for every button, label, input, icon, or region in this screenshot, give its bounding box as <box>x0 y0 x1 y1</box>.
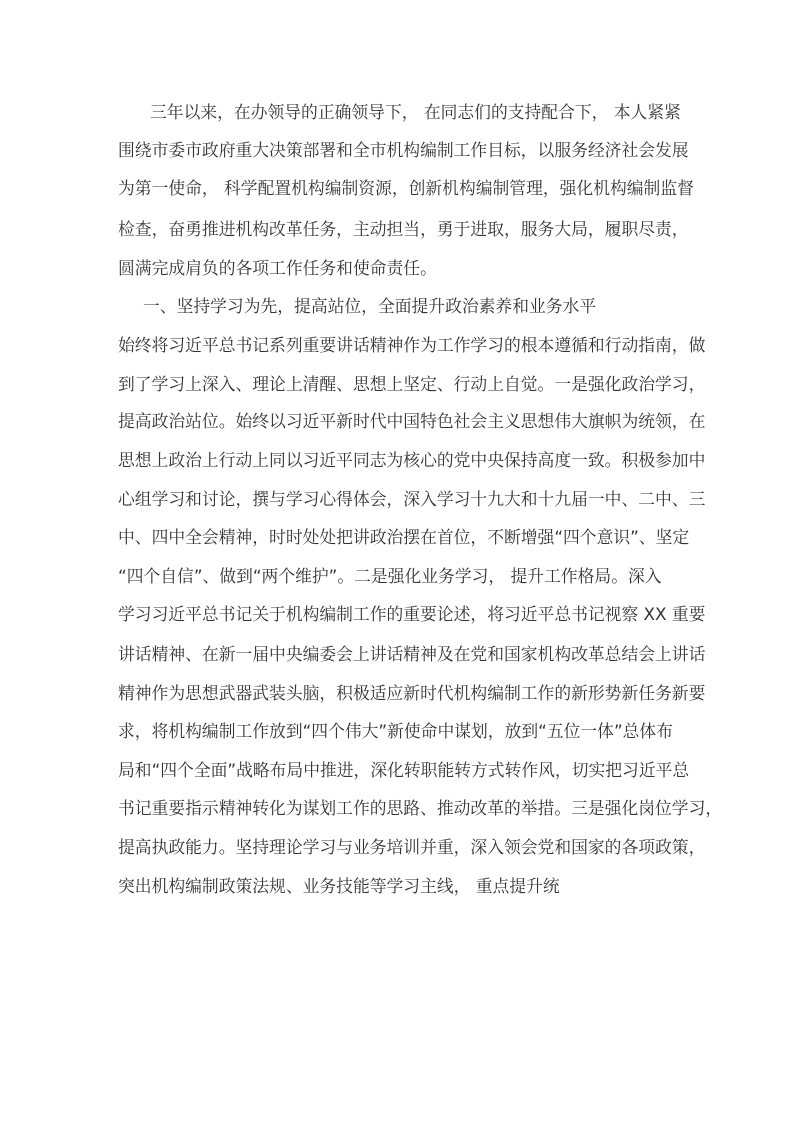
paragraph-line: 提高政治站位。始终以习近平新时代中国特色社会主义思想伟大旗帜为统领，在 <box>118 411 706 431</box>
paragraph-line: 思想上政治上行动上同以习近平同志为核心的党中央保持高度一致。积极参加中 <box>118 450 706 470</box>
paragraph-line: 提高执政能力。坚持理论学习与业务培训并重，深入领会党和国家的各项政策， <box>118 837 706 857</box>
paragraph-line: 为第一使命， 科学配置机构编制资源，创新机构编制管理，强化机构编制监督 <box>118 178 694 198</box>
paragraph-line: 始终将习近平总书记系列重要讲话精神作为工作学习的根本遵循和行动指南，做 <box>118 335 706 355</box>
paragraph-line: 书记重要指示精神转化为谋划工作的思路、推动改革的举措。三是强化岗位学习， <box>118 798 723 818</box>
paragraph-line: 三年以来，在办领导的正确领导下， 在同志们的支持配合下， 本人紧紧 <box>150 102 681 122</box>
paragraph-line: 到了学习上深入、理论上清醒、思想上坚定、行动上自觉。一是强化政治学习， <box>118 374 706 394</box>
paragraph-line: 学习习近平总书记关于机构编制工作的重要论述，将习近平总书记视察 XX 重要 <box>118 604 706 624</box>
paragraph-line: 讲话精神、在新一届中央编委会上讲话精神及在党和国家机构改革总结会上讲话 <box>118 644 706 664</box>
paragraph-line: “四个自信”、做到“两个维护”。二是强化业务学习， 提升工作格局。深入 <box>118 566 662 586</box>
paragraph-line: 突出机构编制政策法规、业务技能等学习主线， 重点提升统 <box>118 876 560 896</box>
paragraph-line: 中、四中全会精神，时时处处把讲政治摆在首位，不断增强“四个意识”、坚定 <box>118 527 690 547</box>
paragraph-line: 局和“四个全面”战略布局中推进，深化转职能转方式转作风，切实把习近平总 <box>118 760 690 780</box>
paragraph-line: 求，将机构编制工作放到“四个伟大”新使命中谋划，放到“五位一体”总体布 <box>118 721 673 741</box>
section-heading: 一、坚持学习为先，提高站位，全面提升政治素养和业务水平 <box>143 296 597 316</box>
paragraph-line: 心组学习和讨论，撰与学习心得体会，深入学习十九大和十九届一中、二中、三 <box>118 489 706 509</box>
paragraph-line: 围绕市委市政府重大决策部署和全市机构编制工作目标，以服务经济社会发展 <box>118 140 689 160</box>
paragraph-line: 检查，奋勇推进机构改革任务，主动担当，勇于进取，服务大局，履职尽责， <box>118 219 689 239</box>
paragraph-line: 精神作为思想武器武装头脑，积极适应新时代机构编制工作的新形势新任务新要 <box>118 683 706 703</box>
paragraph-line: 圆满完成肩负的各项工作任务和使命责任。 <box>118 258 437 278</box>
